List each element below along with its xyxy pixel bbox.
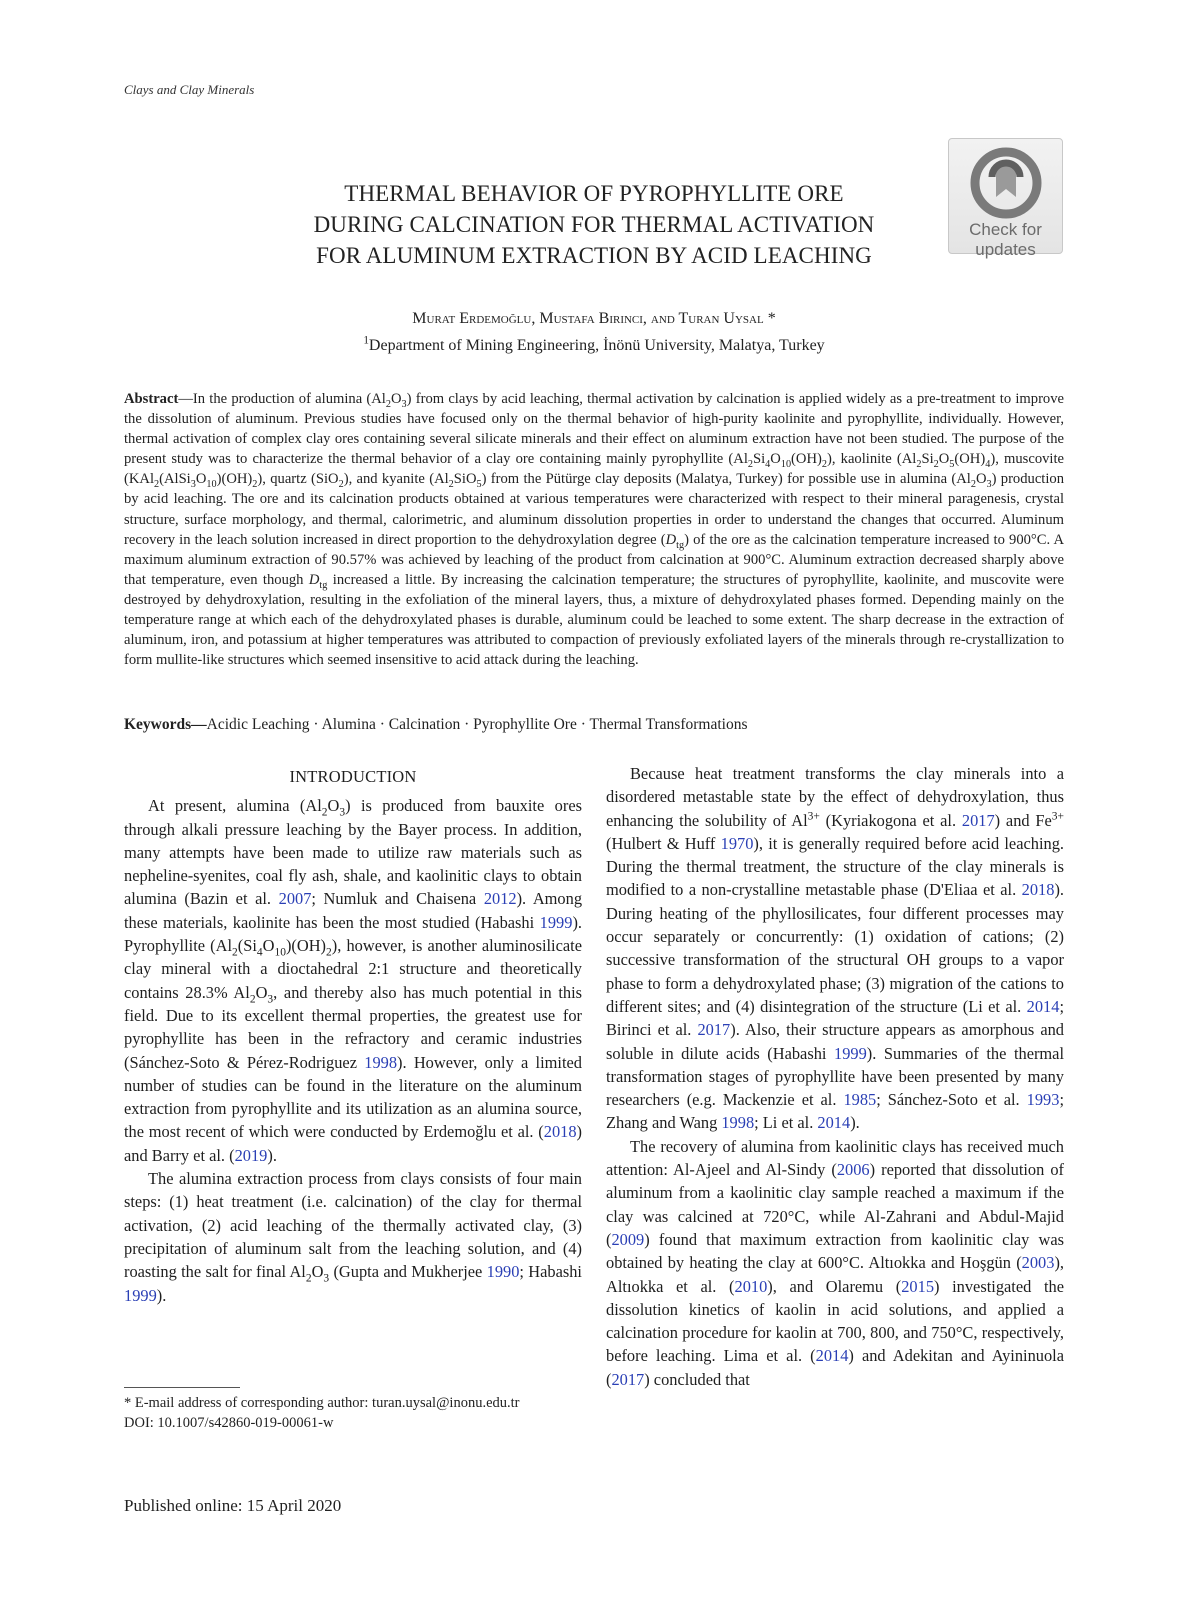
left-column	[124, 762, 582, 1307]
subscript: 10	[206, 479, 217, 491]
text: ; Sánchez-Soto et al.	[876, 1090, 1027, 1110]
text: , and thereby also has much potential in this field. Due to its excellent thermal properties, the greatest use for pyrophyllite has been in the refractory and ceramic industries (Sánchez-Soto & Pérez-Rodriguez	[124, 982, 583, 1072]
subscript: 2	[916, 459, 922, 471]
abstract-text: (AlSi	[159, 471, 191, 488]
right-column	[606, 762, 1064, 1391]
text: ) investigated the dissolution kinetics of kaolin in acid solutions, and applied a calcination procedure for kaolin at 700, 800, and 750°C, respectively, before leaching. Lima et al. (	[606, 1276, 1064, 1366]
text: ).	[156, 1285, 167, 1305]
subscript: 2	[970, 479, 976, 491]
subscript: 2	[232, 946, 238, 959]
symbol-d: D	[665, 531, 677, 548]
text: ; Numluk and Chaisena	[311, 889, 484, 909]
citation-link[interactable]: 2003	[1021, 1253, 1055, 1273]
subscript: 5	[476, 479, 482, 491]
subscript: 4	[765, 459, 771, 471]
citation-link[interactable]: 1990	[486, 1262, 520, 1282]
title-line: FOR ALUMINUM EXTRACTION BY ACID LEACHING	[316, 243, 872, 268]
subscript: 2	[385, 398, 391, 410]
citation-link[interactable]: 1985	[843, 1090, 877, 1110]
subscript: 2	[747, 459, 753, 471]
subscript: 10	[274, 946, 286, 959]
abstract-text: O	[975, 471, 987, 488]
abstract-text: ), and kyanite (Al	[343, 471, 449, 488]
text: ) and Adekitan and Ayininuola (	[606, 1346, 1065, 1389]
text: ), it is generally required before acid leaching. During the thermal treatment, the structure of the clay minerals is modified to a non-crystalline metastable phase (D'Eliaa et al.	[606, 833, 1064, 900]
abstract-text: O	[770, 451, 781, 468]
superscript: 3+	[1051, 810, 1064, 823]
affiliation	[200, 334, 988, 355]
superscript: 3+	[807, 810, 820, 823]
citation-link[interactable]: 2014	[1026, 996, 1060, 1016]
paper-title	[240, 178, 948, 271]
footnote-email[interactable]: * E-mail address of corresponding author: turan.uysal@inonu.edu.tr	[124, 1395, 520, 1411]
subscript: 4	[985, 459, 991, 471]
published-date: Published online: 15 April 2020	[124, 1496, 342, 1515]
abstract-text: ) production by acid leaching. The ore and its calcination products obtained at various temperatures were characterized with respect to their mineral paragenesis, crystal structure, surface morphology, and thermal, calorimetric, and aluminum dissolution properties in order to understand the changes that occurred. Aluminum recovery in the leach solution increased in direct proportion to the dehydroxylation degree (	[124, 471, 1065, 548]
citation-link[interactable]: 2012	[483, 889, 517, 909]
subscript: 10	[780, 459, 792, 471]
text: The alumina extraction process from clays consists of four main steps: (1) heat treatment (i.e. calcination) of the clay for thermal activation, (2) acid leaching of the thermally activated clay, (3) precipitation of aluminum salt from the leaching solution, and (4) roasting the salt for final Al	[124, 1169, 582, 1282]
text: ) and Fe	[994, 810, 1052, 830]
subscript: 3	[339, 806, 346, 819]
text: (Gupta and Mukherjee	[329, 1262, 487, 1282]
text: ). Summaries of the thermal transformation stages of pyrophyllite have been presented by many researchers (e.g. Mackenzie et al.	[606, 1043, 1065, 1110]
abstract-text: (OH)	[954, 451, 986, 468]
citation-link[interactable]: 2015	[901, 1276, 935, 1296]
citation-link[interactable]: 1970	[720, 833, 754, 853]
citation-link[interactable]: 2007	[278, 889, 312, 909]
abstract-text: Si	[753, 451, 766, 468]
text: (Hulbert & Huff	[606, 833, 721, 853]
subscript: 3	[190, 479, 196, 491]
title-line: THERMAL BEHAVIOR OF PYROPHYLLITE ORE	[344, 181, 844, 206]
badge-line-2: updates	[975, 240, 1036, 259]
text: ) found that maximum extraction from kaolinitic clay was obtained by heating the clay at 600°C. Altıokka and Hoşgün (	[606, 1229, 1064, 1273]
affiliation-text: Department of Mining Engineering, İnönü University, Malatya, Turkey	[368, 337, 825, 354]
abstract	[124, 389, 1064, 670]
abstract-label: Abstract	[124, 391, 179, 407]
citation-link[interactable]: 1999	[539, 912, 573, 932]
keywords	[124, 716, 1064, 734]
abstract-text: ), kaolinite (Al	[826, 451, 917, 468]
author-list: Murat Erdemoğlu, Mustafa Birinci, and Turan Uysal *	[412, 310, 776, 327]
keywords-label: Keywords—	[124, 716, 207, 733]
footnote	[124, 1393, 594, 1433]
text: ) is produced from bauxite ores through alkali pressure leaching by the Bayer process. In addition, many attempts have been made to utilize raw materials such as nepheline-syenites, coal fly ash, shale, and kaolinitic clays to obtain alumina (Bazin et al.	[124, 796, 582, 909]
footnote-doi[interactable]: DOI: 10.1007/s42860-019-00061-w	[124, 1415, 334, 1431]
subscript: 2	[252, 479, 258, 491]
text: O	[255, 982, 268, 1002]
subscript: tg	[676, 539, 685, 551]
subscript: tg	[319, 579, 328, 591]
abstract-text: SiO	[453, 471, 477, 488]
citation-link[interactable]: 2017	[961, 810, 995, 830]
keywords-text: Acidic Leaching · Alumina · Calcination · Pyrophyllite Ore · Thermal Transformations	[206, 716, 748, 733]
subscript: 3	[267, 992, 274, 1005]
text: O	[311, 1262, 324, 1282]
abstract-text: ), muscovite (KAl	[124, 451, 1064, 488]
subscript: 2	[321, 806, 328, 819]
badge-line-1: Check for	[969, 220, 1042, 239]
abstract-text: ), quartz (SiO	[257, 471, 339, 488]
citation-link[interactable]: 2006	[836, 1160, 870, 1180]
abstract-text: )(OH)	[216, 471, 253, 488]
citation-link[interactable]: 2017	[611, 1369, 645, 1389]
paragraph	[606, 762, 1064, 1135]
citation-link[interactable]: 2019	[234, 1145, 268, 1165]
text: (Si	[237, 936, 257, 956]
text: ; Birinci et al.	[606, 996, 1064, 1040]
subscript: 2	[326, 946, 332, 959]
subscript: 2	[933, 459, 939, 471]
text: ). Pyrophyllite (Al	[124, 912, 582, 956]
text: O	[327, 796, 340, 816]
text: ; Habashi	[519, 1262, 582, 1282]
text: Because heat treatment transforms the clay minerals into a disordered metastable state by the effect of dehydroxylation, thus enhancing the solubility of Al	[606, 764, 1064, 830]
citation-link[interactable]: 1999	[124, 1285, 157, 1305]
subscript: 2	[338, 479, 344, 491]
affiliation-mark: 1	[363, 334, 369, 347]
text: ), and Olaremu (	[767, 1276, 902, 1296]
citation-link[interactable]: 2018	[1021, 880, 1055, 900]
subscript: 4	[256, 946, 263, 959]
paragraph	[124, 794, 582, 1167]
subscript: 2	[305, 1272, 312, 1285]
abstract-text: O	[938, 451, 950, 468]
text: (Kyriakogona et al.	[819, 810, 962, 830]
subscript: 2	[448, 479, 454, 491]
journal-name: Clays and Clay Minerals	[124, 82, 255, 97]
subscript: 3	[323, 1272, 330, 1285]
abstract-text: —In the production of alumina (Al	[178, 391, 386, 407]
paragraph	[606, 1135, 1064, 1391]
citation-link[interactable]: 2017	[697, 1020, 731, 1040]
subscript: 2	[154, 479, 160, 491]
citation-link[interactable]: 1993	[1026, 1090, 1060, 1110]
abstract-text: ) of the ore as the calcination temperature increased to 900°C. A maximum aluminum extraction of 90.57% was achieved by leaching of the product from calcination at 900°C. Aluminum extraction decreased sharply above that temperature, even though	[124, 531, 1065, 588]
citation-link[interactable]: 1999	[834, 1043, 867, 1063]
subscript: 5	[949, 459, 955, 471]
citation-link[interactable]: 2010	[734, 1276, 768, 1296]
abstract-text: O	[195, 471, 207, 488]
subscript: 3	[401, 398, 407, 410]
abstract-text: ) from the Pütürge clay deposits (Malatya, Turkey) for possible use in alumina (Al	[481, 471, 971, 488]
section-heading: INTRODUCTION	[289, 767, 417, 786]
text: ), however, is another aluminosilicate clay mineral with a dioctahedral 2:1 structure and theoretically contains 28.3% Al	[124, 936, 582, 1002]
text: At present, alumina (Al	[148, 796, 322, 816]
paragraph	[124, 1167, 582, 1307]
citation-link[interactable]: 2014	[817, 1113, 851, 1133]
subscript: 3	[986, 479, 992, 491]
text: ). During heating of the phyllosilicates, four different processes may occur separately or concurrently: (1) oxidation of cations; (2) successive transformation of the structural OH groups to a vapor phase to form a dehydroxylated phase; (3) migration of the cations to different sites; and (4) disintegration of the structure (Li et al.	[606, 880, 1064, 1016]
citation-link[interactable]: 2014	[815, 1346, 849, 1366]
text: ).	[850, 1113, 860, 1133]
text: ). However, only a limited number of studies can be found in the literature on the aluminum extraction from pyrophyllite and its utilization as an alumina source, the most recent of which were conducted by Erdemoğlu et al. (	[124, 1052, 582, 1142]
text: ) and Barry et al. (	[124, 1122, 582, 1165]
footnote-rule	[124, 1387, 240, 1388]
subscript: 2	[821, 459, 827, 471]
text: ). Among these materials, kaolinite has been the most studied (Habashi	[124, 889, 583, 932]
text: )(OH)	[285, 936, 327, 956]
abstract-text: (OH)	[791, 451, 822, 468]
abstract-text: increased a little. By increasing the calcination temperature; the structures of pyrophyllite, kaolinite, and muscovite were destroyed by dehydroxylation, resulting in the exfoliation of the mineral layers, thus, a mixture of dehydroxylated phases formed. Depending mainly on the temperature range at which each of the dehydroxylated phases is durable, aluminum could be leached to some extent. The sharp decrease in the extraction of aluminum, iron, and potassium at higher temperatures was attributed to compaction of previously exfoliated layers of the minerals through re-crystallization to form mullite-like structures which seemed insensitive to acid attack during the leaching.	[124, 571, 1064, 669]
text: O	[262, 936, 275, 956]
text: ).	[267, 1145, 277, 1165]
text: ), Altıokka et al. (	[606, 1253, 1064, 1296]
title-line: DURING CALCINATION FOR THERMAL ACTIVATION	[313, 212, 875, 237]
crossmark-icon	[970, 147, 1042, 219]
text: The recovery of alumina from kaolinitic clays has received much attention: Al-Ajeel and Al-Sindy (	[606, 1136, 1064, 1180]
abstract-text: O	[390, 391, 402, 407]
symbol-d: D	[308, 571, 320, 588]
abstract-text: Si	[921, 451, 934, 468]
check-for-updates-badge[interactable]	[948, 138, 1063, 259]
abstract-text: ) from clays by acid leaching, thermal activation by calcination is applied widely as a pre-treatment to improve the dissolution of aluminum. Previous studies have focused only on the thermal behavior of high-purity kaolinite and pyrophyllite, individually. However, thermal activation of complex clay ores containing several silicate minerals and their effect on aluminum extraction have not been studied. The purpose of the present study was to characterize the thermal behavior of a clay ore containing mainly pyrophyllite (Al	[124, 391, 1065, 468]
subscript: 2	[249, 992, 256, 1005]
citation-link[interactable]: 2009	[611, 1229, 645, 1249]
citation-link[interactable]: 1998	[364, 1052, 398, 1072]
text: ) reported that dissolution of aluminum from a kaolinitic clay sample reached a maximum if the clay was calcined at 720°C, while Al-Zahrani and Abdul-Majid (	[606, 1160, 1065, 1249]
text: ) concluded that	[644, 1369, 750, 1389]
text: ). Also, their structure appears as amorphous and soluble in dilute acids (Habashi	[606, 1020, 1064, 1063]
citation-link[interactable]: 2018	[543, 1122, 577, 1142]
citation-link[interactable]: 1998	[721, 1113, 755, 1133]
text: ; Zhang and Wang	[606, 1090, 1064, 1133]
text: ; Li et al.	[754, 1113, 818, 1133]
